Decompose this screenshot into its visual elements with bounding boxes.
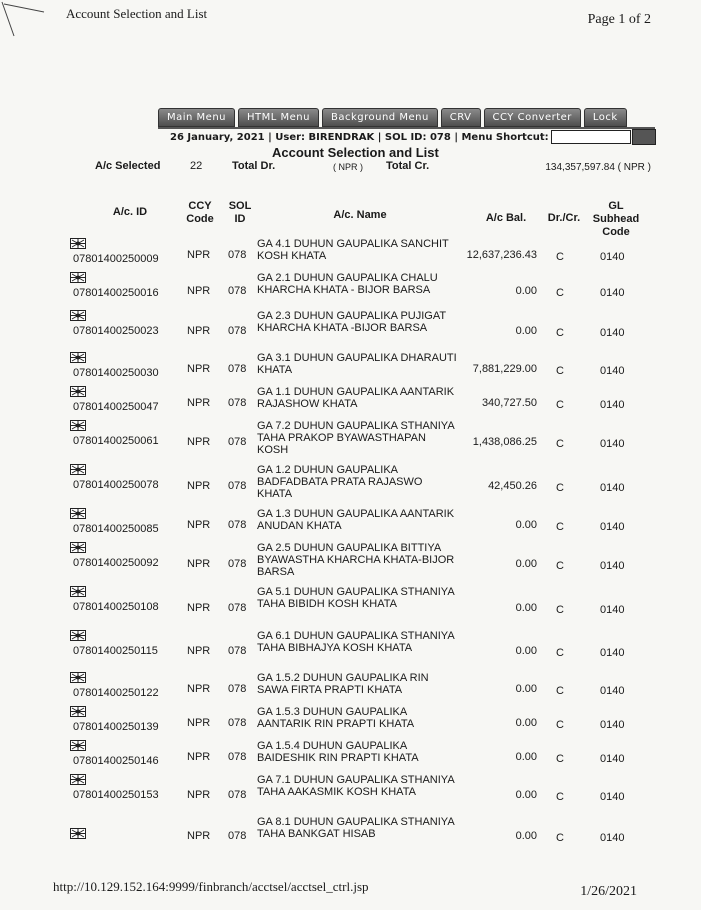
account-select-icon[interactable]: [70, 352, 86, 363]
account-balance: 0.00: [515, 717, 537, 729]
account-select-icon[interactable]: [70, 420, 86, 431]
html-menu-tab[interactable]: HTML Menu: [238, 108, 319, 127]
ccy-code: NPR: [187, 558, 211, 570]
sol-id-cell: 078: [228, 751, 247, 763]
gl-subhead-code: 0140: [600, 719, 625, 731]
table-row[interactable]: [0, 272, 701, 310]
gl-subhead-code: 0140: [600, 685, 625, 697]
account-balance: 0.00: [515, 519, 537, 531]
account-name: GA 1.5.2 DUHUN GAUPALIKA RIN SAWA FIRTA PRAPTI KHATA: [257, 672, 429, 696]
table-row[interactable]: [0, 464, 701, 508]
menu-bar: [158, 108, 627, 127]
account-balance: 0.00: [515, 683, 537, 695]
account-balance: 340,727.50: [481, 397, 537, 409]
lock-tab[interactable]: Lock: [584, 108, 627, 127]
crv-tab[interactable]: CRV: [441, 108, 481, 127]
account-balance: 0.00: [515, 602, 537, 614]
account-name: GA 2.3 DUHUN GAUPALIKA PUJIGAT KHARCHA KHATA -BIJOR BARSA: [257, 310, 446, 334]
account-id-link[interactable]: 07801400250016: [73, 287, 159, 299]
account-select-icon[interactable]: [70, 740, 86, 751]
account-select-icon[interactable]: [70, 386, 86, 397]
account-select-icon[interactable]: [70, 586, 86, 597]
col-name-header: A/c. Name: [333, 209, 387, 221]
account-select-icon[interactable]: [70, 706, 86, 717]
gl-subhead-code: 0140: [600, 251, 625, 263]
dr-cr-indicator: C: [556, 251, 564, 263]
gl-subhead-code: 0140: [600, 482, 625, 494]
dr-cr-indicator: C: [556, 604, 564, 616]
gl-subhead-code: 0140: [600, 791, 625, 803]
ccy-code: NPR: [187, 480, 211, 492]
account-balance: 12,637,236.43: [466, 249, 537, 261]
col-bal-header: A/c Bal.: [485, 212, 527, 224]
ccy-code: NPR: [187, 363, 211, 375]
dr-cr-indicator: C: [556, 399, 564, 411]
dr-cr-indicator: C: [556, 521, 564, 533]
session-info-line: 26 January, 2021 | User: BIRENDRAK | SOL ID: 078 | Menu Shortcut:: [170, 129, 656, 145]
account-name: GA 1.5.4 DUHUN GAUPALIKA BAIDESHIK RIN PRAPTI KHATA: [257, 740, 419, 764]
sol-id-cell: 078: [228, 397, 247, 409]
account-name: GA 4.1 DUHUN GAUPALIKA SANCHIT KOSH KHATA: [257, 238, 449, 262]
table-row[interactable]: [0, 352, 701, 386]
account-select-icon[interactable]: [70, 672, 86, 683]
ccy-code: NPR: [187, 249, 211, 261]
account-name: GA 7.1 DUHUN GAUPALIKA STHANIYA TAHA AAKASMIK KOSH KHATA: [257, 774, 455, 798]
table-row[interactable]: [0, 774, 701, 816]
ccy-code: NPR: [187, 683, 211, 695]
ccy-code: NPR: [187, 789, 211, 801]
sol-label: SOL ID:: [384, 131, 427, 143]
dr-cr-indicator: C: [556, 327, 564, 339]
table-row[interactable]: [0, 508, 701, 542]
print-url: http://10.129.152.164:9999/finbranch/acctsel/acctsel_ctrl.jsp: [53, 879, 369, 894]
dr-cr-indicator: C: [556, 719, 564, 731]
gl-subhead-code: 0140: [600, 753, 625, 765]
sol-id-cell: 078: [228, 558, 247, 570]
sol-id-cell: 078: [228, 645, 247, 657]
account-balance: 0.00: [515, 645, 537, 657]
sol-id-cell: 078: [228, 683, 247, 695]
table-row[interactable]: [0, 672, 701, 706]
account-id-link[interactable]: 07801400250092: [73, 557, 159, 569]
account-name: GA 5.1 DUHUN GAUPALIKA STHANIYA TAHA BIBIDH KOSH KHATA: [257, 586, 455, 610]
sol-id-cell: 078: [228, 480, 247, 492]
dr-cr-indicator: C: [556, 365, 564, 377]
sol-id-cell: 078: [228, 830, 247, 842]
sol-id-cell: 078: [228, 602, 247, 614]
account-id-link[interactable]: 07801400250122: [73, 687, 159, 699]
ccy-code: NPR: [187, 751, 211, 763]
account-select-icon[interactable]: [70, 310, 86, 321]
account-select-icon[interactable]: [70, 828, 86, 839]
account-balance: 0.00: [515, 558, 537, 570]
background-menu-tab[interactable]: Background Menu: [322, 108, 438, 127]
total-dr-label: Total Dr.: [232, 160, 276, 172]
account-id-link[interactable]: 07801400250023: [73, 325, 159, 337]
account-name: GA 2.5 DUHUN GAUPALIKA BITTIYA BYAWASTHA KHARCHA KHATA-BIJOR BARSA: [257, 542, 455, 578]
table-row[interactable]: [0, 740, 701, 774]
print-header-title: Account Selection and List: [66, 6, 208, 21]
account-table: [0, 238, 701, 856]
account-balance: 42,450.26: [488, 480, 537, 492]
table-row[interactable]: [0, 386, 701, 420]
account-balance: 0.00: [515, 789, 537, 801]
table-row[interactable]: [0, 542, 701, 586]
account-select-icon[interactable]: [70, 464, 86, 475]
account-id-link[interactable]: 07801400250146: [73, 755, 159, 767]
total-dr-value: ( NPR ): [333, 162, 363, 172]
ccy-converter-tab[interactable]: CCY Converter: [484, 108, 581, 127]
account-name: GA 8.1 DUHUN GAUPALIKA STHANIYA TAHA BANKGAT HISAB: [257, 816, 455, 840]
account-balance: 1,438,086.25: [472, 436, 537, 448]
gl-subhead-code: 0140: [600, 832, 625, 844]
account-id-link[interactable]: 07801400250153: [73, 789, 159, 801]
gl-subhead-code: 0140: [600, 560, 625, 572]
shortcut-label: Menu Shortcut:: [461, 131, 549, 143]
session-date: 26 January, 2021: [170, 131, 265, 143]
account-select-icon[interactable]: [70, 508, 86, 519]
dr-cr-indicator: C: [556, 753, 564, 765]
col-acid-header: A/c. ID: [112, 206, 148, 218]
account-balance: 0.00: [515, 751, 537, 763]
dr-cr-indicator: C: [556, 685, 564, 697]
account-select-icon[interactable]: [70, 774, 86, 785]
table-row[interactable]: [0, 420, 701, 464]
sol-id-cell: 078: [228, 436, 247, 448]
table-row[interactable]: [0, 238, 701, 272]
table-row[interactable]: [0, 630, 701, 672]
gl-subhead-code: 0140: [600, 604, 625, 616]
account-name: GA 1.2 DUHUN GAUPALIKA BADFADBATA PRATA RAJASWO KHATA: [257, 464, 423, 500]
sol-id-cell: 078: [228, 789, 247, 801]
col-ccy-header: CCY Code: [186, 200, 214, 225]
gl-subhead-code: 0140: [600, 287, 625, 299]
account-id-link[interactable]: 07801400250078: [73, 479, 159, 491]
sol-id-cell: 078: [228, 363, 247, 375]
sol-id-cell: 078: [228, 519, 247, 531]
dr-cr-indicator: C: [556, 791, 564, 803]
account-select-icon[interactable]: [70, 630, 86, 641]
account-balance: 7,881,229.00: [472, 363, 537, 375]
ccy-code: NPR: [187, 436, 211, 448]
account-select-icon[interactable]: [70, 272, 86, 283]
gl-subhead-code: 0140: [600, 327, 625, 339]
account-id-link[interactable]: 07801400250061: [73, 435, 159, 447]
ccy-code: NPR: [187, 602, 211, 614]
sol-id-cell: 078: [228, 249, 247, 261]
ccy-code: NPR: [187, 285, 211, 297]
dr-cr-indicator: C: [556, 438, 564, 450]
account-name: GA 2.1 DUHUN GAUPALIKA CHALU KHARCHA KHATA - BIJOR BARSA: [257, 272, 438, 296]
menu-shortcut-input[interactable]: [551, 130, 631, 144]
gl-subhead-code: 0140: [600, 365, 625, 377]
gl-subhead-code: 0140: [600, 521, 625, 533]
sol-id-cell: 078: [228, 285, 247, 297]
account-id-link[interactable]: 07801400250139: [73, 721, 159, 733]
account-id-link[interactable]: 07801400250115: [73, 645, 158, 657]
ccy-code: NPR: [187, 830, 211, 842]
account-balance: 0.00: [515, 325, 537, 337]
account-id-link[interactable]: 07801400250108: [73, 601, 159, 613]
ccy-code: NPR: [187, 519, 211, 531]
main-menu-tab[interactable]: Main Menu: [158, 108, 235, 127]
ccy-code: NPR: [187, 397, 211, 409]
sol-id: 078: [429, 131, 451, 143]
col-gl-header: GL Subhead Code: [592, 200, 640, 238]
gl-subhead-code: 0140: [600, 399, 625, 411]
col-sol-header: SOL ID: [228, 200, 252, 225]
gl-subhead-code: 0140: [600, 438, 625, 450]
account-id-link[interactable]: 07801400250030: [73, 367, 159, 379]
sol-id-cell: 078: [228, 717, 247, 729]
account-name: GA 7.2 DUHUN GAUPALIKA STHANIYA TAHA PRAKOP BYAWASTHAPAN KOSH: [257, 420, 455, 456]
total-cr-value: 134,357,597.84 ( NPR ): [545, 162, 651, 173]
table-row[interactable]: [0, 816, 701, 856]
user-label: User:: [275, 131, 306, 143]
sol-id-cell: 078: [228, 325, 247, 337]
dr-cr-indicator: C: [556, 647, 564, 659]
account-select-icon[interactable]: [70, 542, 86, 553]
account-name: GA 1.5.3 DUHUN GAUPALIKA AANTARIK RIN PRAPTI KHATA: [257, 706, 415, 730]
gl-subhead-code: 0140: [600, 647, 625, 659]
ccy-code: NPR: [187, 717, 211, 729]
account-name: GA 1.3 DUHUN GAUPALIKA AANTARIK ANUDAN KHATA: [257, 508, 455, 532]
shortcut-go-button[interactable]: [632, 129, 656, 145]
account-name: GA 6.1 DUHUN GAUPALIKA STHANIYA TAHA BIBHAJYA KOSH KHATA: [257, 630, 455, 654]
selected-label: A/c Selected: [95, 160, 161, 172]
print-page-number: Page 1 of 2: [587, 12, 651, 27]
user-name: BIRENDRAK: [308, 131, 375, 143]
account-name: GA 1.1 DUHUN GAUPALIKA AANTARIK RAJASHOW KHATA: [257, 386, 455, 410]
dr-cr-indicator: C: [556, 832, 564, 844]
account-id-link[interactable]: 07801400250009: [73, 253, 159, 265]
ccy-code: NPR: [187, 645, 211, 657]
account-name: GA 3.1 DUHUN GAUPALIKA DHARAUTI KHATA: [257, 352, 457, 376]
table-row[interactable]: [0, 310, 701, 352]
account-balance: 0.00: [515, 285, 537, 297]
account-id-link[interactable]: 07801400250047: [73, 401, 159, 413]
dr-cr-indicator: C: [556, 560, 564, 572]
account-balance: 0.00: [515, 830, 537, 842]
print-date: 1/26/2021: [580, 884, 637, 899]
ccy-code: NPR: [187, 325, 211, 337]
summary-bar: [0, 160, 701, 180]
selected-count: 22: [190, 160, 203, 172]
table-row[interactable]: [0, 706, 701, 740]
col-drcr-header: Dr./Cr.: [547, 212, 581, 224]
scan-corner-mark: [0, 0, 60, 40]
account-id-link[interactable]: 07801400250085: [73, 523, 159, 535]
total-cr-label: Total Cr.: [386, 160, 430, 172]
page-title: Account Selection and List: [272, 145, 439, 160]
account-select-icon[interactable]: [70, 238, 86, 249]
table-row[interactable]: [0, 586, 701, 630]
dr-cr-indicator: C: [556, 287, 564, 299]
dr-cr-indicator: C: [556, 482, 564, 494]
